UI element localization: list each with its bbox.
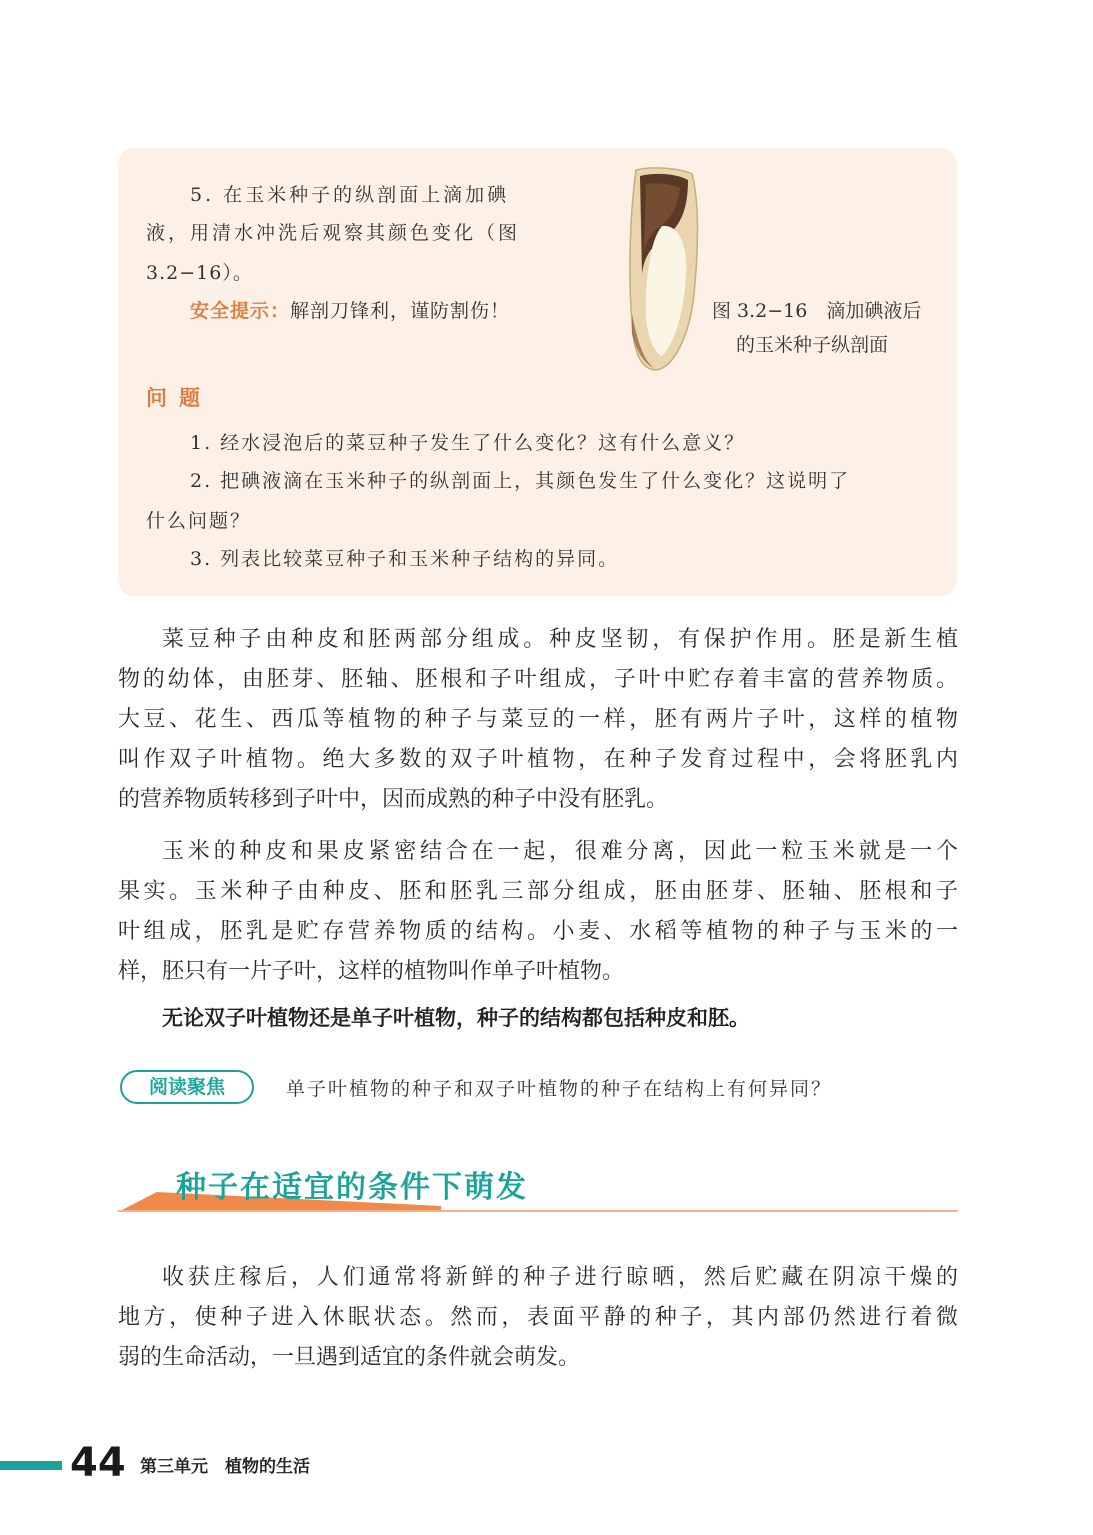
question-3: 3. 列表比较菜豆种子和玉米种子结构的异同。 bbox=[190, 548, 620, 570]
question-2-cont: 什么问题？ bbox=[146, 510, 252, 532]
safety-tip bbox=[190, 296, 510, 323]
section-title: 种子在适宜的条件下萌发 bbox=[176, 1170, 528, 1205]
step-line-3: 3.2−16）。 bbox=[146, 262, 253, 284]
reading-focus-question: 单子叶植物的种子和双子叶植物的种子在结构上有何异同？ bbox=[286, 1078, 833, 1100]
step-line-1: 5. 在玉米种子的纵剖面上滴加碘 bbox=[190, 184, 510, 206]
unit-title: 第三单元 植物的生活 bbox=[140, 1457, 310, 1477]
page-number: 44 bbox=[70, 1440, 126, 1486]
section-paragraph-line: 弱的生命活动，一旦遇到适宜的条件就会萌发。 bbox=[118, 1345, 581, 1370]
paragraph1-line: 叫作双子叶植物。绝大多数的双子叶植物，在种子发育过程中，会将胚乳内 bbox=[118, 747, 958, 772]
section-heading-rule bbox=[118, 1210, 958, 1212]
paragraph1-line: 大豆、花生、西瓜等植物的种子与菜豆的一样，胚有两片子叶，这样的植物 bbox=[118, 707, 958, 732]
questions-title: 问题 bbox=[146, 386, 212, 410]
question-1: 1. 经水浸泡后的菜豆种子发生了什么变化？这有什么意义？ bbox=[190, 432, 746, 454]
step-line-2: 液，用清水冲洗后观察其颜色变化（图 bbox=[146, 222, 521, 244]
paragraph2-line: 样，胚只有一片子叶，这样的植物叫作单子叶植物。 bbox=[118, 959, 625, 984]
paragraph2-line: 玉米的种皮和果皮紧密结合在一起，很难分离，因此一粒玉米就是一个 bbox=[162, 839, 958, 864]
figure-caption-line-1: 图 3.2−16 滴加碘液后 bbox=[712, 300, 922, 322]
paragraph1-line: 的营养物质转移到子叶中，因而成熟的种子中没有胚乳。 bbox=[118, 787, 669, 812]
paragraph2-line: 叶组成，胚乳是贮存营养物质的结构。小麦、水稻等植物的种子与玉米的一 bbox=[118, 919, 958, 944]
question-2: 2. 把碘液滴在玉米种子的纵剖面上，其颜色发生了什么变化？这说明了 bbox=[190, 470, 851, 492]
section-paragraph-line: 收获庄稼后，人们通常将新鲜的种子进行晾晒，然后贮藏在阴凉干燥的 bbox=[162, 1265, 958, 1290]
safety-text: 解剖刀锋利，谨防割伤！ bbox=[290, 300, 511, 322]
safety-label: 安全提示： bbox=[190, 300, 291, 322]
paragraph1-line: 菜豆种子由种皮和胚两部分组成。种皮坚韧，有保护作用。胚是新生植 bbox=[162, 627, 958, 652]
figure-caption-line-2: 的玉米种子纵剖面 bbox=[736, 334, 889, 356]
corn-seed-image bbox=[622, 164, 702, 374]
footer-accent-bar bbox=[0, 1461, 62, 1470]
section-paragraph-line: 地方，使种子进入休眠状态。然而，表面平静的种子，其内部仍然进行着微 bbox=[118, 1305, 958, 1330]
paragraph2-line: 果实。玉米种子由种皮、胚和胚乳三部分组成，胚由胚芽、胚轴、胚根和子 bbox=[118, 879, 958, 904]
paragraph1-line: 物的幼体，由胚芽、胚轴、胚根和子叶组成，子叶中贮存着丰富的营养物质。 bbox=[118, 667, 958, 692]
key-statement: 无论双子叶植物还是单子叶植物，种子的结构都包括种皮和胚。 bbox=[162, 1006, 750, 1030]
reading-focus-badge: 阅读聚焦 bbox=[120, 1070, 254, 1104]
